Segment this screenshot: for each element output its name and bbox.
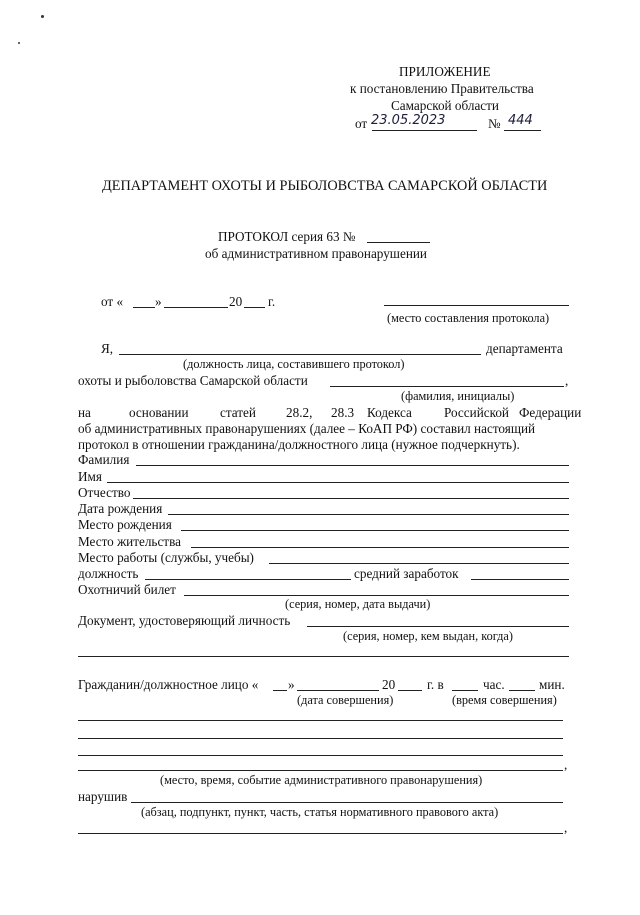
place-caption: (место составления протокола) [387, 311, 550, 325]
name-line [330, 386, 564, 387]
workplace-label: Место работы (службы, учебы) [78, 550, 254, 565]
violation-quote-close: » [288, 677, 295, 692]
basis-word-4: 28.2, [286, 405, 313, 420]
violation-minute-line[interactable] [509, 690, 535, 691]
date-quote-close: » [155, 294, 162, 309]
id-document-label: Документ, удостоверяющий личность [78, 613, 291, 628]
department-word: департамента [486, 341, 563, 356]
violation-year-line[interactable] [398, 690, 422, 691]
violated-norm-line[interactable] [131, 802, 563, 803]
basis-word-2: основании [129, 405, 189, 420]
violation-in-label: г. в [427, 677, 444, 692]
place-line [384, 305, 569, 306]
violated-label: нарушив [78, 789, 128, 804]
norm-comma: , [564, 820, 568, 835]
violation-day-line[interactable] [273, 690, 287, 691]
job-position-line[interactable] [145, 579, 351, 580]
basis-word-8: Федерации [519, 405, 582, 420]
resolution-label: к постановлению Правительства [350, 81, 534, 96]
appendix-label: ПРИЛОЖЕНИЕ [399, 64, 491, 79]
event-comma: , [564, 757, 568, 772]
id-caption: (серия, номер, кем выдан, когда) [343, 629, 513, 643]
id-document-line-2[interactable] [78, 656, 569, 657]
resolution-from-label: от [355, 116, 368, 131]
position-line [119, 354, 481, 355]
event-line-2[interactable] [78, 738, 563, 739]
scan-speck-1 [41, 15, 44, 18]
norm-line-2[interactable] [78, 833, 563, 834]
hunting-ticket-label: Охотничий билет [78, 582, 176, 597]
basis-word-5: 28.3 [331, 405, 355, 420]
date-from-label: от « [101, 294, 124, 309]
basis-word-7: Российской [444, 405, 509, 420]
name-comma: , [565, 373, 569, 388]
workplace-line[interactable] [269, 563, 569, 564]
basis-word-1: на [78, 405, 91, 420]
day-line [133, 307, 155, 308]
norm-caption: (абзац, подпункт, пункт, часть, статья нормативного правового акта) [141, 805, 499, 819]
resolution-date: 23.05.2023 [371, 113, 446, 128]
violation-month-line[interactable] [297, 690, 379, 691]
residence-line[interactable] [191, 547, 569, 548]
protocol-title: ПРОТОКОЛ серия 63 № [218, 229, 356, 244]
first-name-line[interactable] [107, 482, 569, 483]
minutes-label: мин. [539, 677, 565, 692]
region-label: Самарской области [391, 98, 499, 113]
first-name-label: Имя [78, 469, 102, 484]
scan-speck-2 [18, 42, 20, 44]
resolution-number-label: № [488, 116, 501, 131]
resolution-number-line [504, 130, 541, 131]
event-caption: (место, время, событие административного правонарушения) [160, 773, 483, 787]
patronymic-line[interactable] [133, 498, 569, 499]
surname-line[interactable] [136, 465, 569, 466]
avg-salary-line[interactable] [471, 579, 569, 580]
year-line [244, 307, 265, 308]
patronymic-label: Отчество [78, 485, 131, 500]
ya-label: Я, [101, 341, 114, 356]
protocol-subtitle: об административном правонарушении [205, 246, 427, 261]
department-name: охоты и рыболовства Самарской области [78, 373, 308, 388]
birth-place-label: Место рождения [78, 517, 172, 532]
position-label: должность [78, 566, 139, 581]
violation-lead: Гражданин/должностное лицо « [78, 677, 259, 692]
resolution-date-line [372, 130, 477, 131]
violation-year-prefix: 20 [382, 677, 396, 692]
avg-salary-label: средний заработок [354, 566, 459, 581]
department-title: ДЕПАРТАМЕНТ ОХОТЫ И РЫБОЛОВСТВА САМАРСКОЙ ОБЛАСТИ [102, 178, 548, 194]
birth-place-line[interactable] [181, 530, 569, 531]
basis-line-3: протокол в отношении гражданина/должностного лица (нужное подчеркнуть). [78, 437, 520, 452]
event-line-1[interactable] [78, 720, 563, 721]
basis-line-2: об административных правонарушениях (далее – КоАП РФ) составил настоящий [78, 421, 536, 436]
year-prefix: 20 [229, 294, 243, 309]
event-line-4[interactable] [78, 770, 563, 771]
resolution-number: 444 [508, 113, 533, 128]
residence-label: Место жительства [78, 534, 181, 549]
surname-label: Фамилия [78, 452, 130, 467]
basis-word-3: статей [220, 405, 256, 420]
id-document-line[interactable] [307, 626, 569, 627]
event-line-3[interactable] [78, 755, 563, 756]
date-committed-caption: (дата совершения) [297, 693, 394, 707]
year-suffix: г. [268, 294, 276, 309]
time-committed-caption: (время совершения) [452, 693, 557, 707]
hours-label: час. [483, 677, 505, 692]
birth-date-line[interactable] [168, 514, 569, 515]
position-caption: (должность лица, составившего протокол) [183, 357, 405, 371]
month-line [164, 307, 228, 308]
name-caption: (фамилия, инициалы) [401, 389, 515, 403]
violation-hour-line[interactable] [452, 690, 478, 691]
ticket-caption: (серия, номер, дата выдачи) [285, 597, 431, 611]
birth-date-label: Дата рождения [78, 501, 163, 516]
protocol-number-line [367, 242, 430, 243]
basis-word-6: Кодекса [367, 405, 412, 420]
hunting-ticket-line[interactable] [184, 595, 569, 596]
